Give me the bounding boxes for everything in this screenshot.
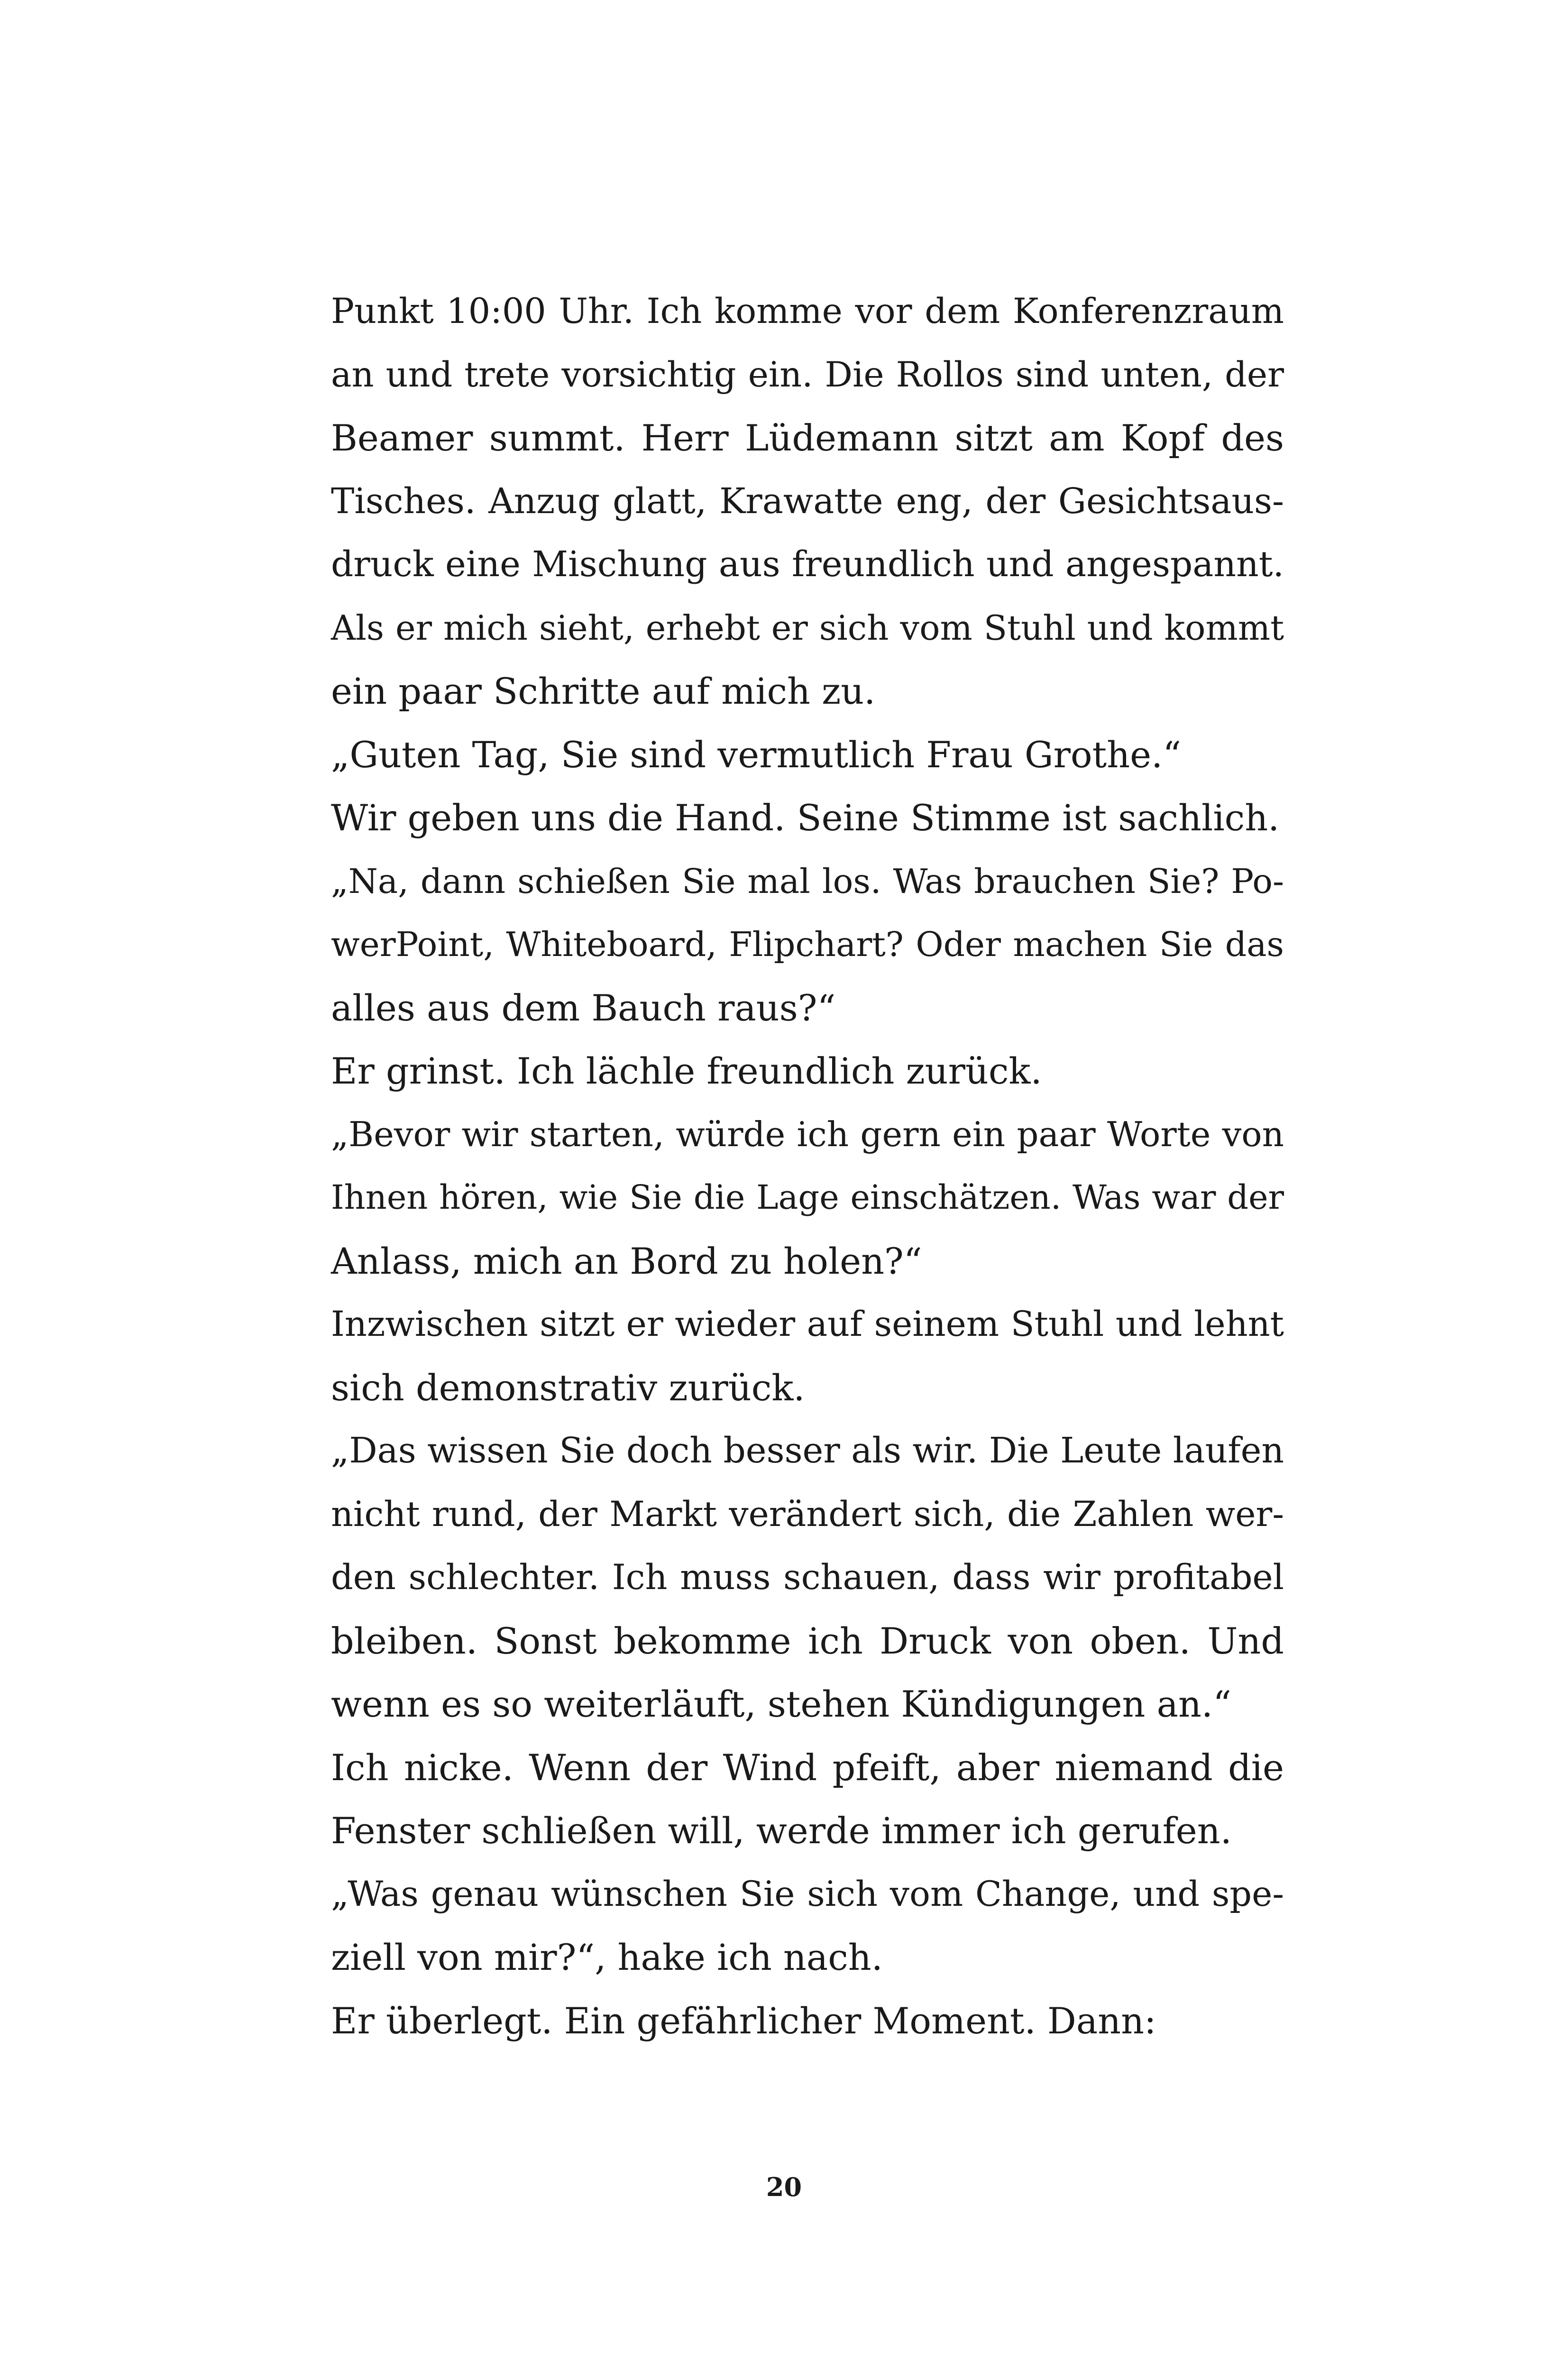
text-line: Er überlegt. Ein gefährlicher Moment. Dann: [331,1999,1156,2042]
text-line: „Bevor wir starten, würde ich gern ein paar Worte von [331,1114,1284,1154]
page-number: 20 [766,2172,802,2202]
text-line: „Guten Tag, Sie sind vermutlich Frau Grothe.“ [331,733,1182,776]
text-line: nicht rund, der Markt verändert sich, die Zahlen wer- [331,1494,1284,1535]
body-text [331,280,1284,2052]
text-line: Punkt 10:00 Uhr. Ich komme vor dem Konferenzraum [331,291,1284,331]
text-line: Als er mich sieht, erhebt er sich vom Stuhl und kommt [331,607,1284,648]
text-line: Ich nicke. Wenn der Wind pfeift, aber niemand die [331,1746,1284,1789]
text-line: Ihnen hören, wie Sie die Lage einschätzen. Was war der [331,1178,1284,1217]
text-line: bleiben. Sonst bekomme ich Druck von oben. Und [331,1619,1284,1662]
text-line: Beamer summt. Herr Lüdemann sitzt am Kopf des [331,417,1284,459]
text-line: wenn es so weiterläuft, stehen Kündigungen an.“ [331,1683,1231,1725]
text-line: alles aus dem Bauch raus?“ [331,986,836,1029]
text-line: sich demonstrativ zurück. [331,1366,805,1409]
text-line: Er grinst. Ich lächle freundlich zurück. [331,1050,1042,1092]
text-line: ziell von mir?“, hake ich nach. [331,1936,883,1978]
text-line: Fenster schließen will, werde immer ich gerufen. [331,1810,1232,1852]
text-line: Tisches. Anzug glatt, Krawatte eng, der Gesichtsaus- [331,480,1284,522]
text-line: Anlass, mich an Bord zu holen?“ [331,1240,922,1282]
text-line: den schlechter. Ich muss schauen, dass wir profitabel [331,1557,1284,1598]
text-line: druck eine Mischung aus freundlich und angespannt. [331,544,1284,585]
text-line: Wir geben uns die Hand. Seine Stimme ist sachlich. [331,797,1280,839]
text-line: an und trete vorsichtig ein. Die Rollos sind unten, der [331,354,1284,395]
text-line: werPoint, Whiteboard, Flipchart? Oder machen Sie das [331,925,1284,964]
text-line: Inzwischen sitzt er wieder auf seinem Stuhl und lehnt [331,1304,1284,1344]
text-line: „Na, dann schießen Sie mal los. Was brauchen Sie? Po- [331,861,1284,901]
text-line: „Was genau wünschen Sie sich vom Change, und spe- [331,1874,1284,1914]
text-line: „Das wissen Sie doch besser als wir. Die Leute laufen [331,1430,1284,1471]
text-line: ein paar Schritte auf mich zu. [331,670,876,712]
